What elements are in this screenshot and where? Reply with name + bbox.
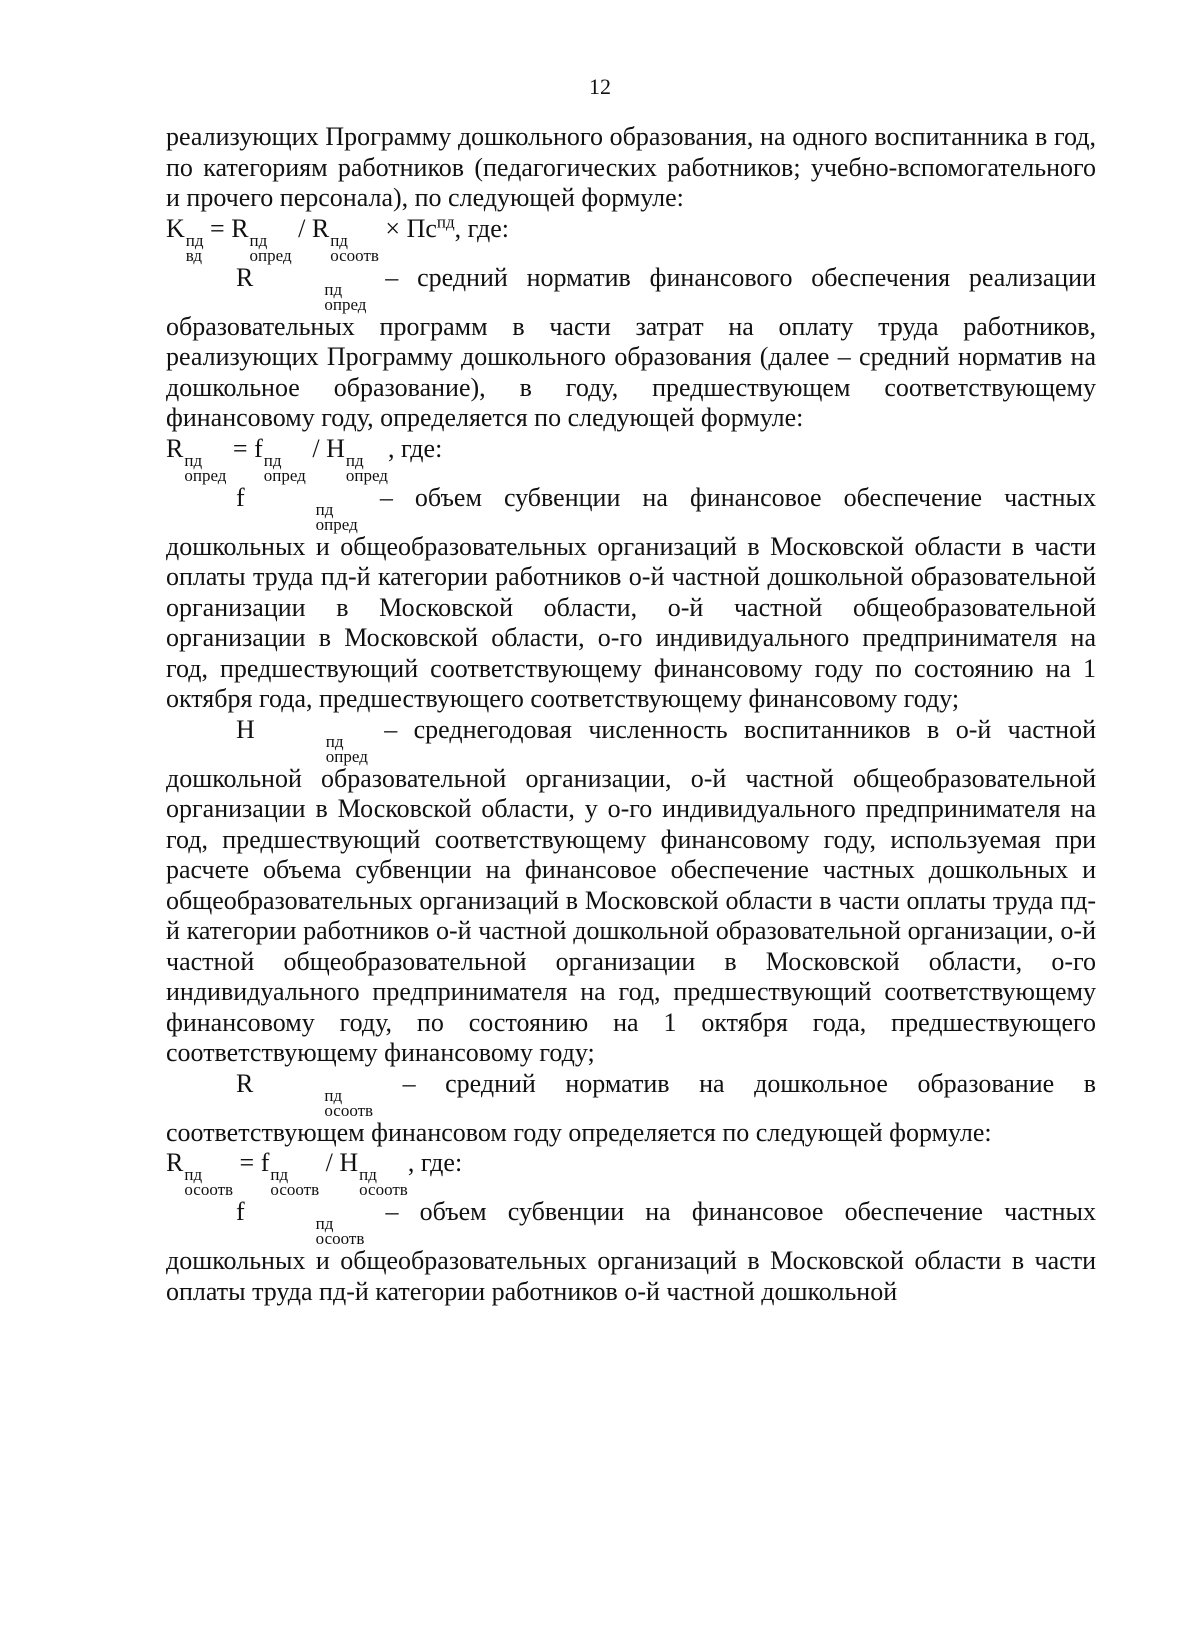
- document-body: [166, 122, 1096, 1307]
- paragraph-f-osootv: f пд осоотв – объем субвенции на финансовое обеспечение частных дошкольных и общеобразовательных организаций в Московской области в части оплаты труда пд-й категории работников о-й частной дошкольной: [166, 1197, 1096, 1306]
- sym-k: K: [166, 213, 185, 243]
- paragraph-f-opred: f пд опред – объем субвенции на финансовое обеспечение частных дошкольных и общеобразовательных организаций в Московской области в части оплаты труда пд-й категории работников о-й частной дошкольной образовательной организации в Московской области, о-й частной общеобразовательной организации в Московской области, о-го индивидуального предпринимателя на год, предшествующий соответствующему финансовому году по состоянию на 1 октября года, предшествующего соответствующему финансовому году;: [166, 482, 1096, 713]
- page-number: 12: [589, 74, 611, 99]
- formula-r-osootv: R пд осоотв = f пд осоотв / H пд осоотв , где:: [166, 1148, 463, 1199]
- paragraph-intro: реализующих Программу дошкольного образования, на одного воспитанника в год, по категориям работников (педагогических работников; учебно-вспомогательного и прочего персонала), по следующей формуле:: [166, 122, 1096, 212]
- paragraph-r-opred: R пд опред – средний норматив финансового обеспечения реализации образовательных программ в части затрат на оплату труда работников, реализующих Программу дошкольного образования (далее – средний норматив на дошкольное образование), в году, предшествующем соответствующему финансовому году, определяется по следующей формуле:: [166, 262, 1096, 432]
- formula-r-opred: R пд опред = f пд опред / H пд опред , где:: [166, 433, 443, 485]
- paragraph-h-opred: H пд опред – среднегодовая численность воспитанников в о-й частной дошкольной образовательной организации, о-й частной общеобразовательной организации в Московской области, у о-го индивидуального предпринимателя на год, предшествующий соответствующему финансовому году, используемая при расчете объема субвенции на финансовое обеспечение частных дошкольных и общеобразовательных организаций в Московской области в части оплаты труда пд-й категории работников о-й частной дошкольной образовательной организации, о-й частной общеобразовательной организации в Московской области, о-го индивидуального предпринимателя на год, предшествующий соответствующему финансовому году, по состоянию на 1 октября года, предшествующего соответствующему финансовому году;: [166, 714, 1096, 1067]
- formula-k: K пд вд = R пд опред / R пд осоотв × $Пс^{пд}$, где:: [166, 211, 510, 265]
- paragraph-r-osootv: R пд осоотв – средний норматив на дошкольное образование в соответствующем финансовом году определяется по следующей формуле:: [166, 1068, 1096, 1147]
